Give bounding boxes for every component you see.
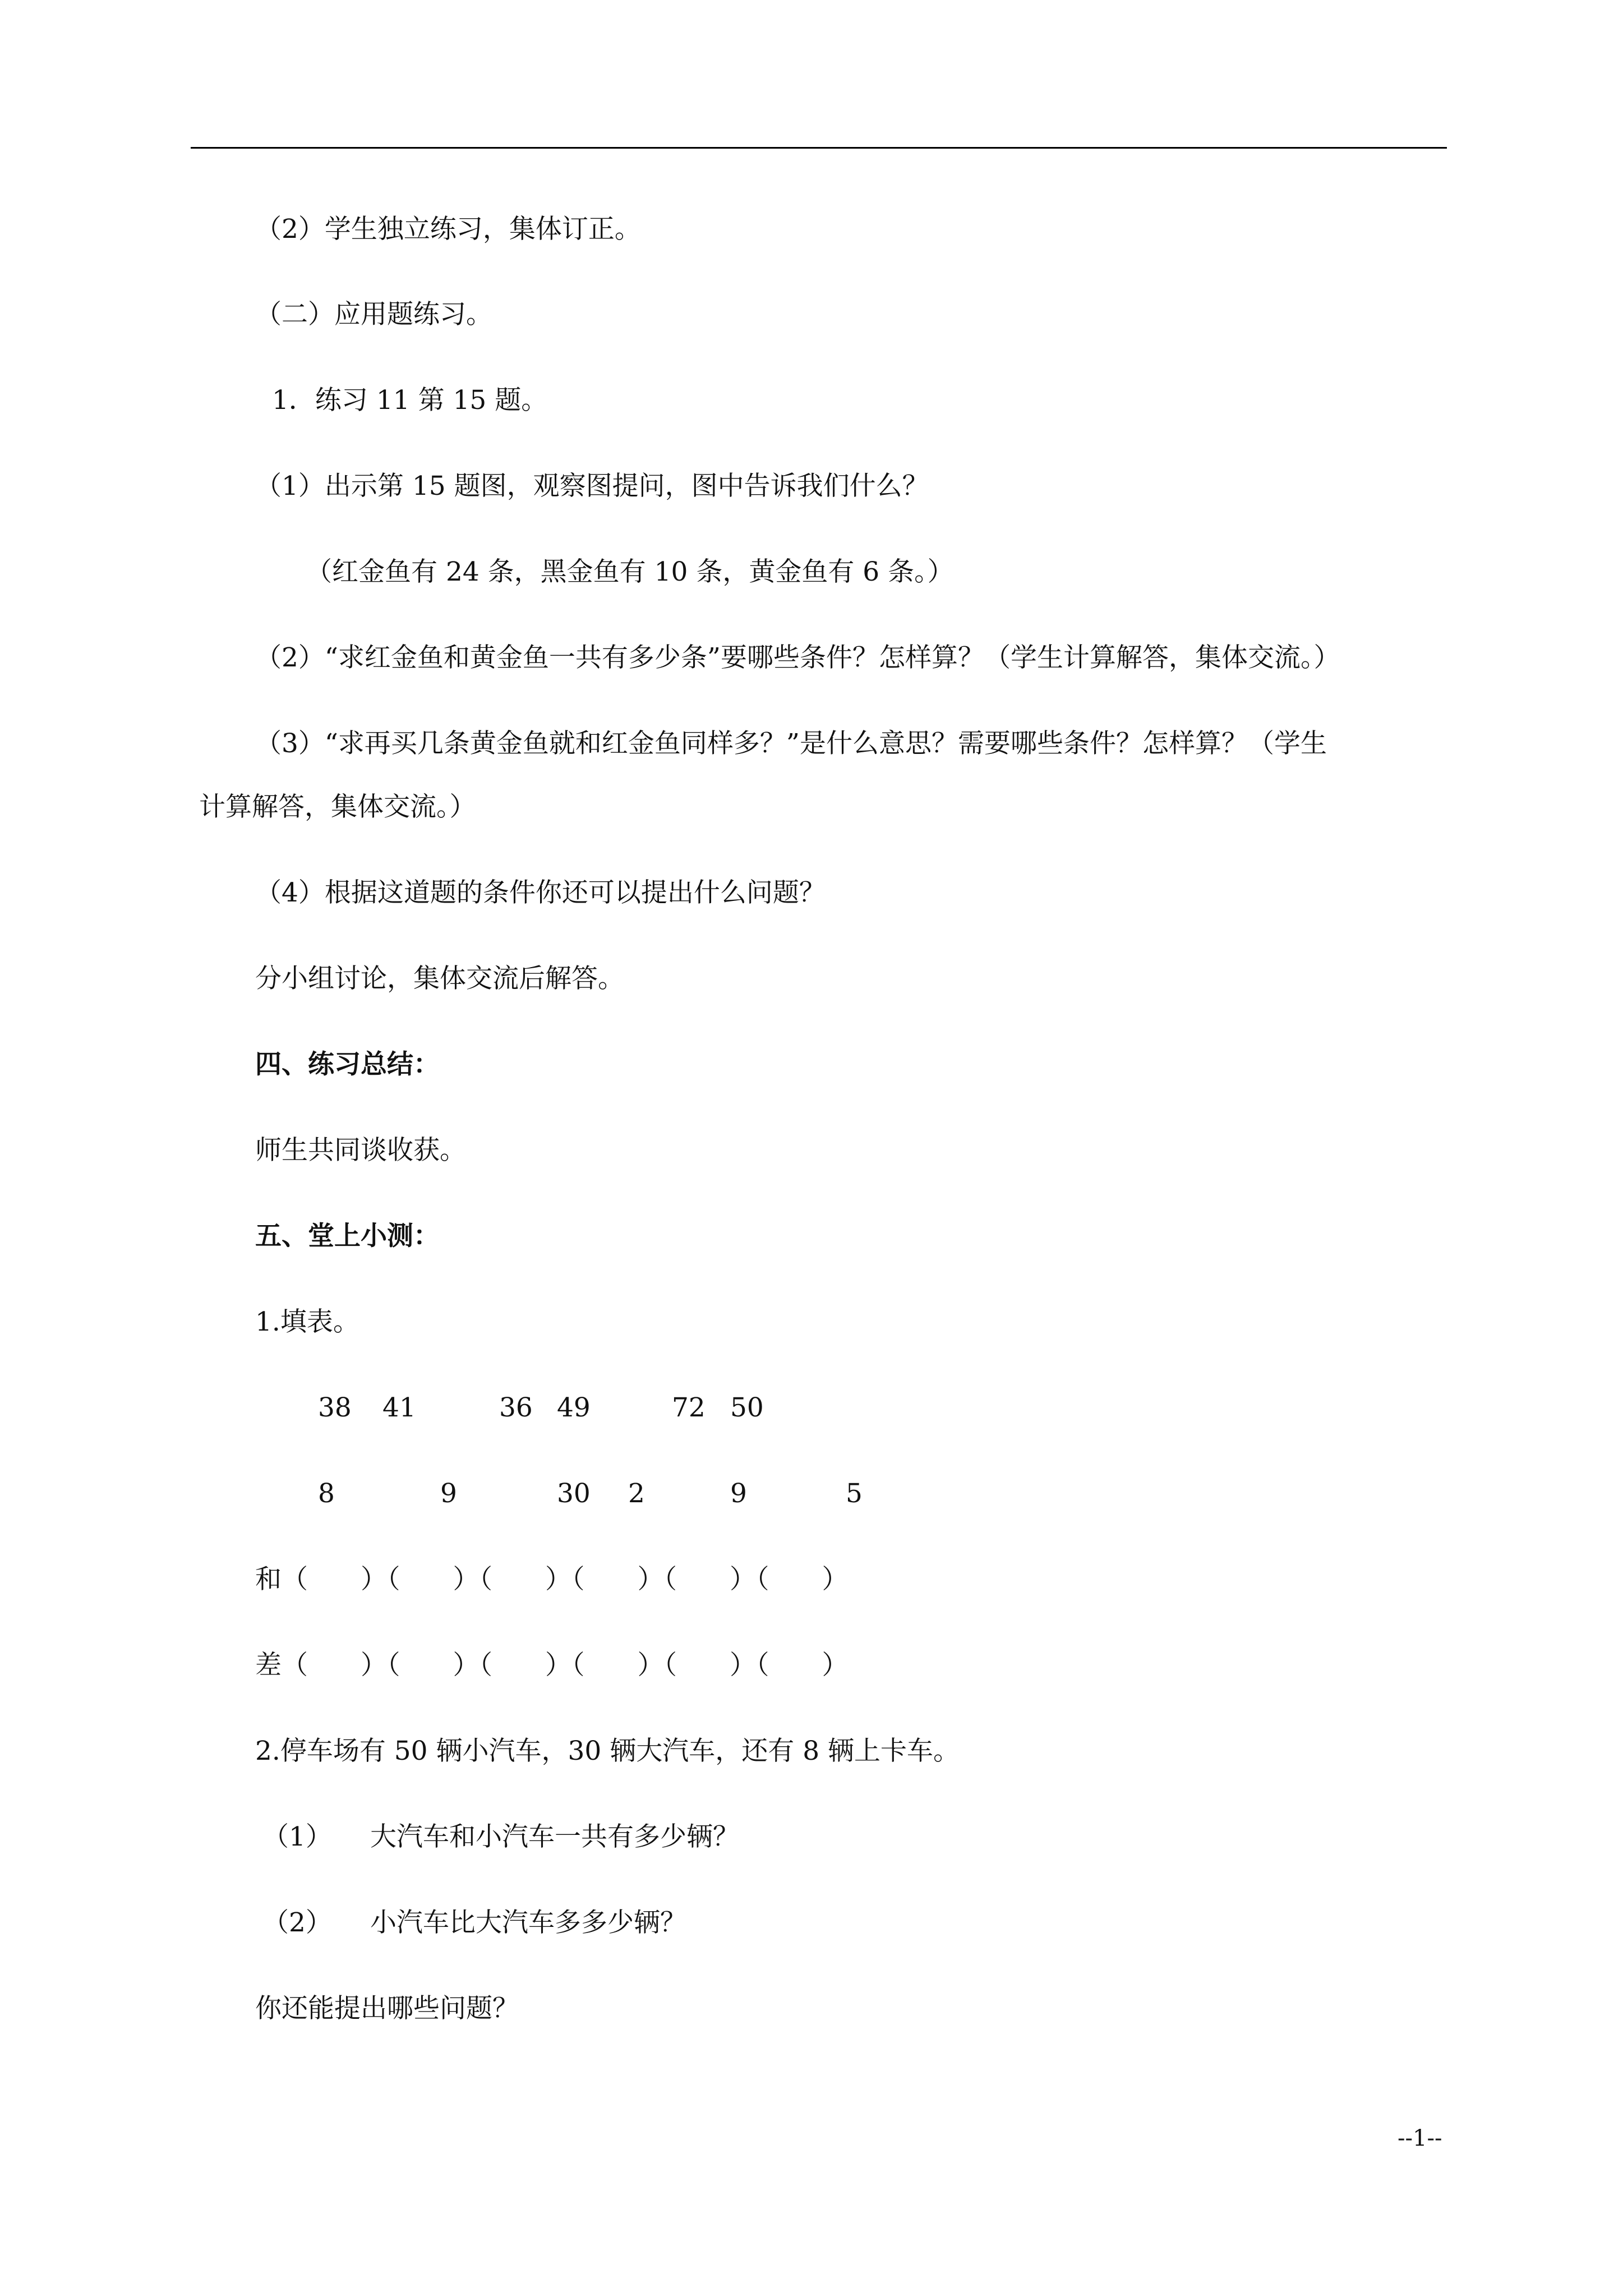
table-row1-cell: 49 [557,1392,591,1423]
table-row1-cell: 50 [730,1392,764,1423]
question-2-sub2-text: 小汽车比大汽车多多少辆？ [370,1907,686,1938]
text-line-7: （3）“求再买几条黄金鱼就和红金鱼同样多？”是什么意思？需要哪些条件？怎样算？（学生 [255,728,1327,759]
table-row2-cell: 5 [846,1478,863,1509]
text-line-6: （2）“求红金鱼和黄金鱼一共有多少条”要哪些条件？怎样算？（学生计算解答，集体交流。） [255,642,1340,673]
table-row1-cell: 72 [672,1392,706,1423]
text-line-4: （1）出示第 15 题图，观察图提问，图中告诉我们什么？ [255,471,929,501]
header-rule [191,147,1447,149]
table-row2-cell: 2 [628,1478,645,1509]
section-heading-summary: 四、练习总结： [255,1049,440,1080]
question-2-sub1-text: 大汽车和小汽车一共有多少辆？ [370,1821,739,1852]
question-2-sub2-number: （2） [262,1907,332,1938]
table-sum-row: 和（ ）（ ）（ ）（ ）（ ）（ ） [255,1564,849,1595]
section-heading-quiz: 五、堂上小测： [255,1221,440,1251]
text-line-3: 1．练习 11 第 15 题。 [272,385,548,416]
question-2-sub1-number: （1） [262,1821,332,1852]
text-line-2: （二）应用题练习。 [255,299,492,330]
closing-question: 你还能提出哪些问题？ [255,1993,519,2024]
text-line-10: 分小组讨论，集体交流后解答。 [255,963,624,994]
text-line-8: 计算解答，集体交流。） [199,792,476,822]
question-2-text: 2.停车场有 50 辆小汽车，30 辆大汽车，还有 8 辆上卡车。 [255,1736,960,1766]
table-row1-cell: 36 [499,1392,533,1423]
table-difference-row: 差（ ）（ ）（ ）（ ）（ ）（ ） [255,1650,849,1681]
text-line-9: （4）根据这道题的条件你还可以提出什么问题？ [255,877,826,908]
table-row2-cell: 30 [557,1478,591,1509]
table-row2-cell: 9 [730,1478,747,1509]
table-row2-cell: 8 [318,1478,335,1509]
table-row2-cell: 9 [440,1478,457,1509]
text-line-5: （红金鱼有 24 条，黑金鱼有 10 条，黄金鱼有 6 条。） [306,556,954,587]
page-number: --1-- [1398,2125,1442,2151]
table-row1-cell: 41 [382,1392,416,1423]
table-row1-cell: 38 [318,1392,352,1423]
text-line-14: 1.填表。 [255,1306,359,1337]
text-line-12: 师生共同谈收获。 [255,1135,466,1166]
text-line-1: （2）学生独立练习，集体订正。 [255,214,641,245]
